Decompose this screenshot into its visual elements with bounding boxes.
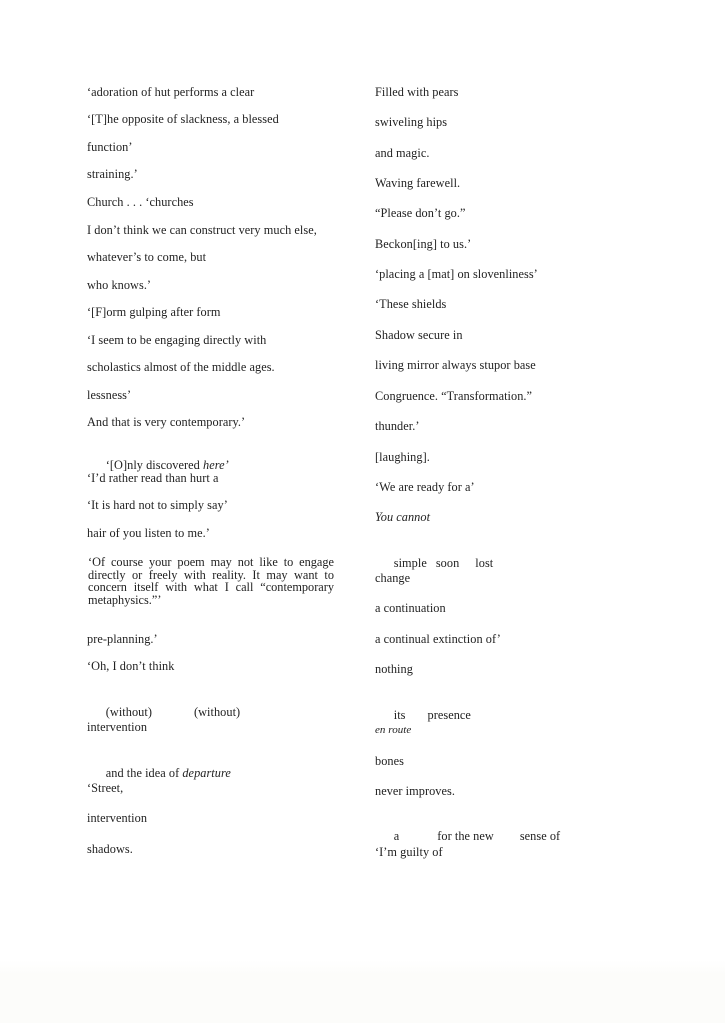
italic-text-line: You cannot [375,510,431,524]
italic-text-line: en route [375,724,412,736]
text-segment: simple [393,556,427,570]
text-line: ‘I’m guilty of [375,845,443,859]
text-line: intervention [87,720,148,734]
text-line: Congruence. “Transformation.” [375,389,533,403]
text-line: nothing [375,662,413,676]
text-segment: and the idea of [105,766,183,780]
text-line: straining.’ [87,167,138,181]
text-line: ‘Oh, I don’t think [87,659,175,673]
text-line: ‘I seem to be engaging directly with [87,333,267,347]
text-line: ‘adoration of hut performs a clear [87,85,255,99]
text-line: swiveling hips [375,115,448,129]
text-segment: presence [427,708,471,722]
text-line: a continual extinction of’ [375,632,501,646]
text-segment: (without) [105,705,152,719]
text-line: And that is very contemporary.’ [87,415,246,429]
text-line: living mirror always stupor base [375,358,536,372]
text-segment: ‘[O]nly discovered [105,458,203,472]
text-line: I don’t think we can construct very much else, [87,223,317,237]
text-line: [laughing]. [375,450,430,464]
text-segment: sense of [519,829,561,843]
text-line: a continuation [375,601,446,615]
text-line: change [375,571,411,585]
text-line: ‘[T]he opposite of slackness, a blessed [87,112,279,126]
text-line: pre-planning.’ [87,632,158,646]
text-line: ‘These shields [375,297,447,311]
text-line: scholastics almost of the middle ages. [87,360,275,374]
text-line: hair of you listen to me.’ [87,526,210,540]
text-line: intervention [87,811,148,825]
text-line: lessness’ [87,388,132,402]
text-segment: its [393,708,406,722]
text-line: never improves. [375,784,455,798]
italic-text: here’ [203,458,229,472]
text-line: thunder.’ [375,419,420,433]
text-segment: (without) [193,705,241,719]
text-line: ‘It is hard not to simply say’ [87,498,228,512]
text-segment: lost [475,556,494,570]
text-line: ‘[F]orm gulping after form [87,305,221,319]
text-segment: for the new [437,829,494,843]
text-line: and magic. [375,146,430,160]
text-line: Shadow secure in [375,328,463,342]
text-line: shadows. [87,842,133,856]
text-line: whatever’s to come, but [87,250,207,264]
text-line: who knows.’ [87,278,152,292]
text-segment: soon [435,556,460,570]
text-segment: a [393,829,400,843]
text-line: ‘placing a [mat] on slovenliness’ [375,267,538,281]
italic-text: departure [182,766,231,780]
text-line: ‘Street, [87,781,124,795]
text-line: Church . . . ‘churches [87,195,194,209]
text-line: bones [375,754,404,768]
text-line: ‘I’d rather read than hurt a [87,471,219,485]
text-line: Waving farewell. [375,176,461,190]
text-line: function’ [87,140,133,154]
text-line: ‘We are ready for a’ [375,480,475,494]
quote-paragraph: ‘Of course your poem may not like to engage directly or freely with reality. It may want to concern itself with what I call “contemporary metaphysics.”’ [88,555,334,607]
text-line: “Please don’t go.” [375,206,466,220]
text-line: Filled with pears [375,85,459,99]
text-line: Beckon[ing] to us.’ [375,237,472,251]
